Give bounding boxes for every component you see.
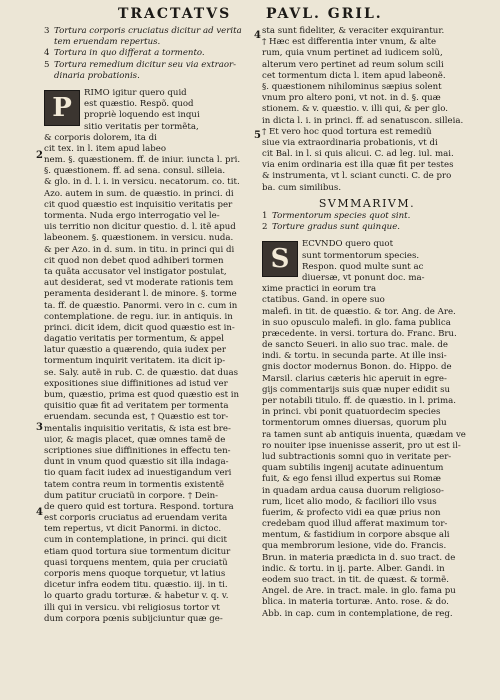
list-item: 4 Tortura in quo differat a tormento. [44,48,205,59]
text-line: aut desiderat, sed vt moderate rationis tem [44,278,234,289]
dropcap-initial: P [44,90,80,126]
text-line: quasi torquens mentem, quia per cruciatũ [44,557,228,568]
text-line: lud subtractionis somni quo in veritate per- [262,451,452,462]
text-line: eruendam. secunda est, † Quæstio est tor- [44,412,229,423]
text-line: illi qui in versicu. vbi religiosus tortor vt [44,602,220,613]
text-line: gnis doctor modernus Bonon. do. Hippo. de [262,362,452,373]
text-line: sitio veritatis per tormẽta, [84,121,199,132]
text-line: uis territio non dicitur questio. d. l. itẽ apud [44,222,236,233]
running-header [0,6,500,26]
left-column [44,26,252,625]
text-line: dagatio veritatis per tormentum, & appel [44,334,224,345]
text-line: propriè loquendo est inqui [84,110,200,121]
text-line: ta quãta accusator vel instigator postulat, [44,266,227,277]
text-line: tem repertus, vt dicit Panormi. in dictoc. [44,524,222,535]
text-line: stionem. & v. quæstio. v. illi qui, & per glo. [262,104,448,115]
text-line: peramenta desiderant l. de minore. §. torme [44,289,237,300]
text-line: & corporis dolorem, ita di [44,132,157,143]
text-line: princi. dicit idem, dicit quod quæstio est in- [44,322,235,333]
text-line: mentum, & fastidium in corpore absque ali [262,530,450,541]
text-line: tormentum inquirit veritatem. ita dicit ip- [44,356,226,367]
text-line: credebam quod illud afferat maximum tor- [262,519,448,530]
list-item: dinaria probationis. [54,70,140,81]
text-line: RIMO igitur quero quid [84,87,187,98]
text-line: scriptiones siue diffinitiones in effectu ten- [44,445,231,456]
text-line: Angel. de Are. in tract. male. in glo. fama pu [262,586,456,597]
text-line: latur quæstio a quærendo, quia iudex per [44,345,226,356]
text-line: tio quam facit iudex ad inuestigandum veri [44,468,232,479]
text-line: cit quod non debet quod adhiberi tormen [44,255,224,266]
text-line: mentalis inquisitio veritatis, & ista est bre- [44,423,231,434]
text-line: rum, quia vnum pertinet ad iudicem solũ, [262,48,443,59]
header-right: PAVL. GRIL. [266,6,383,22]
text-line: Respon. quod multe sunt ac [302,261,424,272]
text-line: cum in contemplatione, in princi. qui dicit [44,535,227,546]
text-line: contemplatione. de regu. iur. in antiquis. in [44,311,233,322]
right-column [262,26,472,620]
margin-number: 2 [36,150,43,161]
text-line: etiam quod tortura siue tormentum dicitur [44,546,231,557]
text-line: quam subtilis ingenij acutate adinuentum [262,463,444,474]
text-line: uior, & magis placet, quæ omnes tamẽ de [44,434,226,445]
text-line: & per Azo. in d. sum. in titu. in princi qui di [44,244,235,255]
text-line: ctatibus. Gand. in opere suo [262,295,385,306]
text-line: vnum pro altero poni, vt not. in d. §. quæ [262,93,441,104]
text-line: via enim ordinaria est illa quæ fit per testes [262,160,454,171]
text-line: ba. cum similibus. [262,182,342,193]
text-line: dunt in vnum quod quæstio sit illa indaga- [44,457,229,468]
text-line: indi. & tortu. in secunda parte. At ille insi- [262,351,447,362]
text-line: in dicta l. i. in princi. ff. ad senatuscon. silleia. [262,115,464,126]
margin-number: 4 [36,507,43,518]
text-line: in quadam ardua causa duorum religioso- [262,485,444,496]
dropcap-initial: S [262,241,298,277]
text-line: ro nouiter ipse inuenisse asserit, pro ut est il- [262,440,461,451]
text-line: in princi. vbi ponit quatuordecim species [262,407,441,418]
text-line: expositiones siue diffinitiones ad istud ver [44,378,228,389]
text-line: blica. in materia torturæ. Anto. rose. & do. [262,597,449,608]
text-line: fuerim, & profecto vidi ea quæ prius non [262,507,441,518]
text-line: in suo opusculo malefi. in glo. fama publica [262,317,451,328]
summary-list [262,211,472,233]
text-line: cit quod quæstio est inquisitio veritatis per [44,199,233,210]
left-body-lines [44,88,252,625]
text-line: nem. §. quæstionem. ff. de iniur. iuncta l. pri. [44,155,241,166]
text-line: tormenta. Nuda ergo interrogatio vel le- [44,211,220,221]
text-line: se. Saly. autẽ in rub. C. de quæstio. dat duas [44,367,239,378]
text-line: est corporis cruciatus ad eruendam verita [44,513,228,524]
margin-number: 5 [254,130,261,141]
right-body-lines [262,239,472,619]
text-line: ECVNDO quero quot [302,239,394,250]
left-top-list [44,26,252,82]
list-item: 2 Torture gradus sunt quinque. [262,222,401,233]
header-left: TRACTATVS [118,6,232,22]
text-line: bum, quæstio, prima est quod quæstio est in [44,390,240,400]
text-line: labeonem. §. quæstionem. in versicu. nuda. [44,233,234,244]
text-line: diuersæ, vt ponunt doc. ma- [302,272,425,283]
text-line: Brun. in materia prædicta in d. suo tract. de [262,552,456,563]
text-line: quisitio quæ fit ad veritatem per tormenta [44,401,229,412]
text-line: per notabili titulo. ff. de quæstio. in l. prima. [262,396,456,407]
text-line: cit Bal. in l. si quis alicui. C. ad leg. iul. mai. [262,149,454,160]
text-line: corporis mens quoque torquetur, vt latius [44,569,226,579]
text-line: indic. & tortu. in ij. parte. Alber. Gandi. in [262,563,445,574]
text-line: §. quæstionem. ff. ad sena. consul. silleia. [44,166,226,177]
list-item: tem eruendam repertus. [54,37,161,48]
text-line: de quero quid est tortura. Respond. tortura [44,501,234,512]
text-line: eodem suo tract. in tit. de quæst. & tormẽ. [262,575,449,586]
right-body [262,239,472,619]
text-line: xime practici in eorum tra [262,284,377,295]
text-line: rum, licet alio modo, & faciliori illo vsus [262,496,437,507]
text-line: ra tamen sunt ab antiquis inuenta, quædam ve [262,429,466,440]
text-line: gijs commentarijs suis quæ nuper edidit su [262,384,451,395]
text-line: Marsil. clarius cæteris hic aperuit in egre- [262,373,447,384]
text-line: † Hæc est differentia inter vnum, & alte [262,37,437,48]
left-body [44,88,252,625]
text-line: Azo. autem in sum. de quæstio. in princi. di [44,188,234,199]
text-line: qua membrorum lesione, vide do. Francis. [262,541,447,552]
text-line: sunt tormentorum species. [302,250,420,261]
text-line: fuit, & ego fensi illud expertus sui Romæ [262,474,442,485]
text-line: §. quæstionem nihilominus sæpius solent [262,81,442,92]
text-line: lo quarto gradu torturæ. & habetur v. q. v. [44,591,229,602]
text-line: dicetur infra eodem titu. quæstio. iij. in ti. [44,580,228,591]
text-line: cet tormentum dicta l. item apud labeonẽ. [262,70,446,81]
list-item: 5 Tortura remedium dicitur seu via extraor- [44,59,237,70]
text-line: † Et vero hoc quod tortura est remediũ [262,126,432,137]
text-line: cit tex. in l. item apud labeo [44,143,167,154]
text-line: & glo. in d. l. i. in versicu. necatorum. co. tit. [44,177,240,188]
text-line: tatem contra reum in tormentis existentẽ [44,479,225,490]
text-line: siue via extraordinaria probationis, vt di [262,137,438,148]
text-line: tormentorum omnes diuersas, quorum plu [262,418,447,429]
list-item: 1 Tormentorum species quot sint. [262,211,411,222]
text-line: dum patitur cruciatũ in corpore. † Dein- [44,490,219,501]
summary-title: SVMMARIVM. [318,196,416,210]
text-line: est quæstio. Respõ. quod [84,99,194,110]
text-line: alterum vero pertinet ad reum solum scili [262,59,444,70]
margin-number: 3 [36,422,43,433]
margin-number: 4 [254,30,261,41]
text-line: malefi. in tit. de quæstio. & tor. Ang. de Are. [262,306,456,317]
text-line: & instrumenta, vt l. sciant cuncti. C. de pro [262,171,452,182]
text-line: ta. ff. de quæstio. Panormi. vero in c. cum in [44,300,238,311]
text-line: sta sunt fideliter, & veraciter exquirantur. [262,26,445,36]
list-item: 3 Tortura corporis cruciatus dicitur ad verita [44,26,242,36]
right-top-lines [262,26,472,194]
text-line: Abb. in cap. cum in contemplatione, de reg. [262,608,453,619]
text-line: dum corpora pœnis subijciuntur quæ ge- [44,613,223,624]
text-line: præcedente. in versi. tortura do. Franc. Bru. [262,328,457,339]
text-line: de sancto Seueri. in alio suo trac. male. de [262,340,448,351]
